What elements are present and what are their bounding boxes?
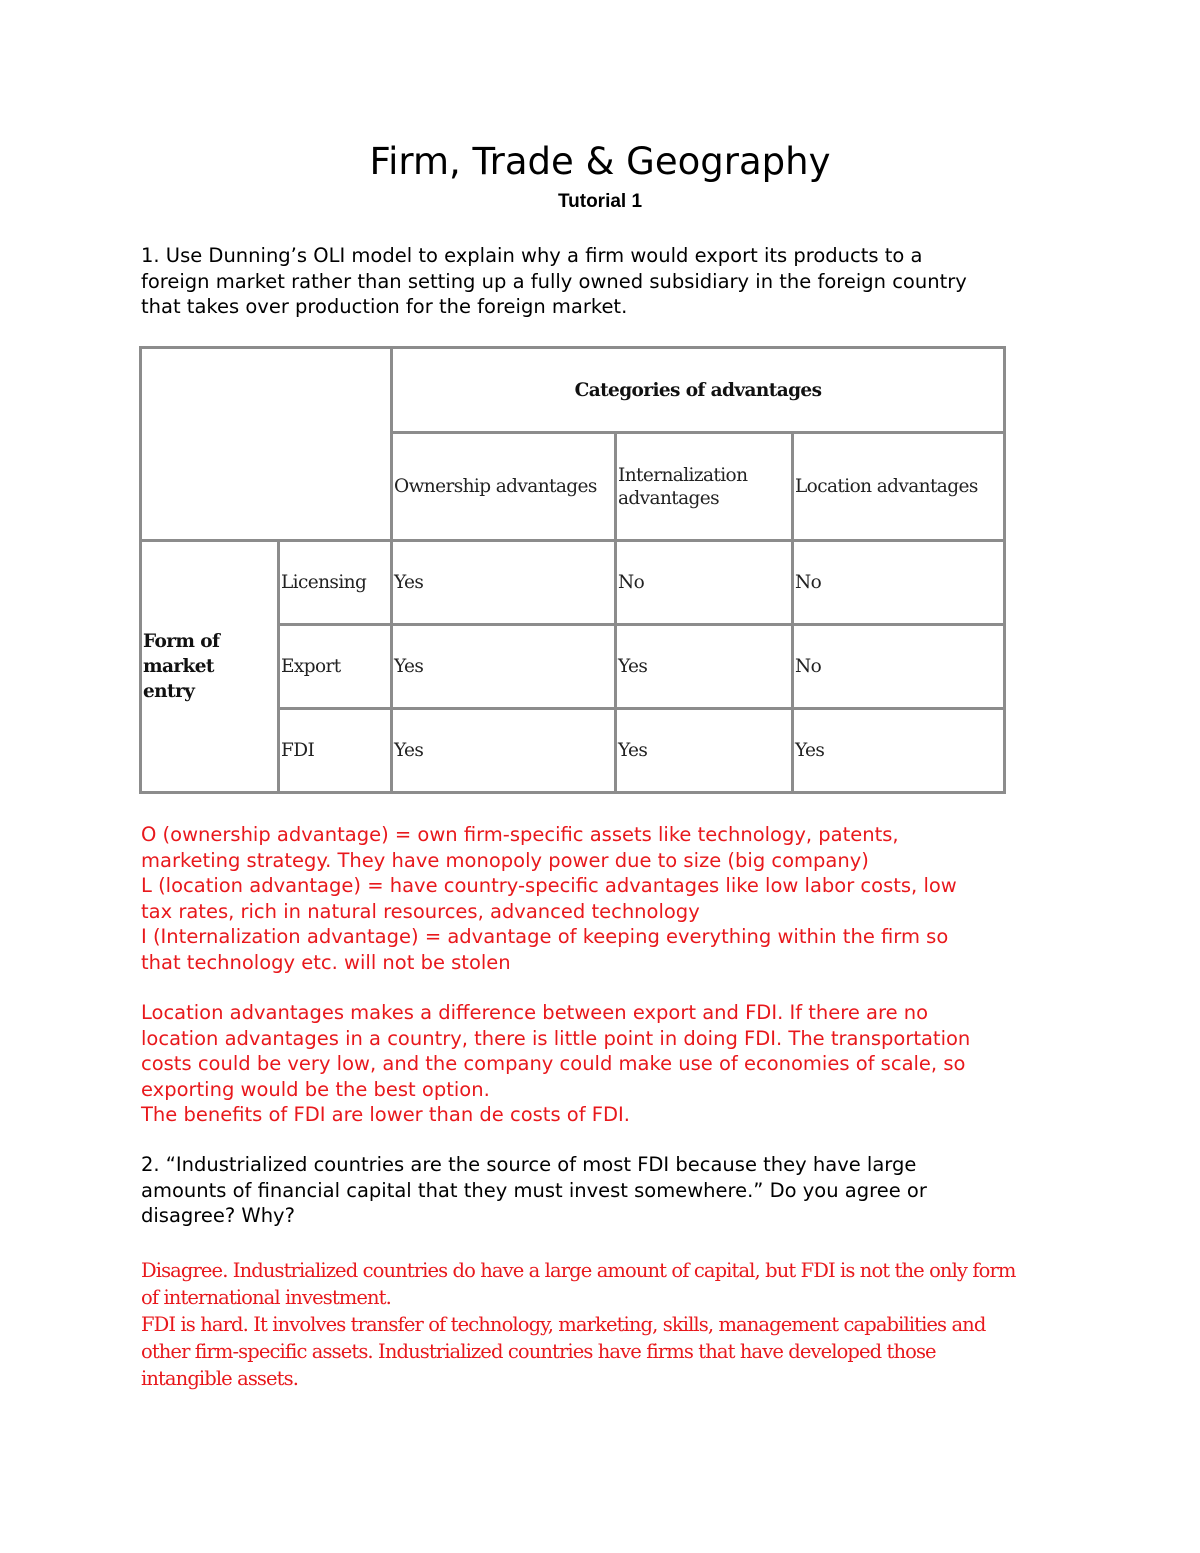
column-header-line: Internalization xyxy=(618,464,748,486)
answer-2 xyxy=(141,1257,1071,1392)
answer-line: L (location advantage) = have country-specific advantages like low labor costs, low xyxy=(141,874,957,897)
row-label-fdi: FDI xyxy=(279,709,392,793)
answer-line: that technology etc. will not be stolen xyxy=(141,950,511,974)
page-title: Firm, Trade & Geography xyxy=(369,140,831,183)
question-1-line: 1. Use Dunning’s OLI model to explain why a firm would export its products to a xyxy=(141,244,923,267)
column-header-internalization xyxy=(616,433,793,541)
table-cell: Yes xyxy=(616,625,793,709)
answer-line: other firm-specific assets. Industrialized countries have firms that have developed those xyxy=(141,1340,936,1363)
answer-line: exporting would be the best option. xyxy=(141,1077,490,1101)
question-1 xyxy=(141,243,1071,320)
table-cell: No xyxy=(793,625,1005,709)
table-cell: Yes xyxy=(392,541,616,625)
table-cell: Yes xyxy=(793,709,1005,793)
column-header-line: advantages xyxy=(618,487,720,509)
oli-table xyxy=(139,346,1006,794)
table-cell: Yes xyxy=(392,709,616,793)
answer-line: Location advantages makes a difference between export and FDI. If there are no xyxy=(141,1001,929,1024)
answer-line: marketing strategy. They have monopoly power due to size (big company) xyxy=(141,848,869,872)
question-2-line: 2. “Industrialized countries are the source of most FDI because they have large xyxy=(141,1153,917,1176)
row-label-export: Export xyxy=(279,625,392,709)
column-header-location: Location advantages xyxy=(793,433,1005,541)
column-header-ownership: Ownership advantages xyxy=(392,433,616,541)
page-subtitle: Tutorial 1 xyxy=(557,191,643,212)
answer-line: costs could be very low, and the company could make use of economies of scale, so xyxy=(141,1052,966,1075)
row-label-licensing: Licensing xyxy=(279,541,392,625)
answer-1-definitions xyxy=(141,822,1071,975)
answer-line: location advantages in a country, there is little point in doing FDI. The transportation xyxy=(141,1026,971,1050)
answer-line: tax rates, rich in natural resources, advanced technology xyxy=(141,899,700,923)
answer-line: The benefits of FDI are lower than de costs of FDI. xyxy=(141,1103,630,1126)
question-2 xyxy=(141,1152,1071,1229)
row-group-label-line: market xyxy=(143,656,214,677)
answer-line: Disagree. Industrialized countries do have a large amount of capital, but FDI is not the only form xyxy=(141,1259,1016,1282)
table-cell: No xyxy=(793,541,1005,625)
answer-line: I (Internalization advantage) = advantage of keeping everything within the firm so xyxy=(141,925,949,948)
table-category-header: Categories of advantages xyxy=(392,348,1005,433)
answer-1-explanation xyxy=(141,1000,1071,1128)
question-2-line: disagree? Why? xyxy=(141,1204,295,1227)
table-empty-corner xyxy=(141,348,392,541)
table-cell: Yes xyxy=(616,709,793,793)
question-1-line: foreign market rather than setting up a fully owned subsidiary in the foreign country xyxy=(141,269,967,293)
answer-line: FDI is hard. It involves transfer of technology, marketing, skills, management capabilities and xyxy=(141,1313,986,1336)
row-group-label-line: entry xyxy=(143,681,195,702)
table-cell: No xyxy=(616,541,793,625)
question-1-line: that takes over production for the foreign market. xyxy=(141,295,628,318)
table-cell: Yes xyxy=(392,625,616,709)
answer-line: intangible assets. xyxy=(141,1367,299,1390)
answer-line: O (ownership advantage) = own firm-specific assets like technology, patents, xyxy=(141,823,899,846)
row-group-label-line: Form of xyxy=(143,631,220,652)
question-2-line: amounts of financial capital that they must invest somewhere.” Do you agree or xyxy=(141,1178,927,1202)
answer-line: of international investment. xyxy=(141,1286,391,1309)
row-group-label xyxy=(141,541,279,793)
